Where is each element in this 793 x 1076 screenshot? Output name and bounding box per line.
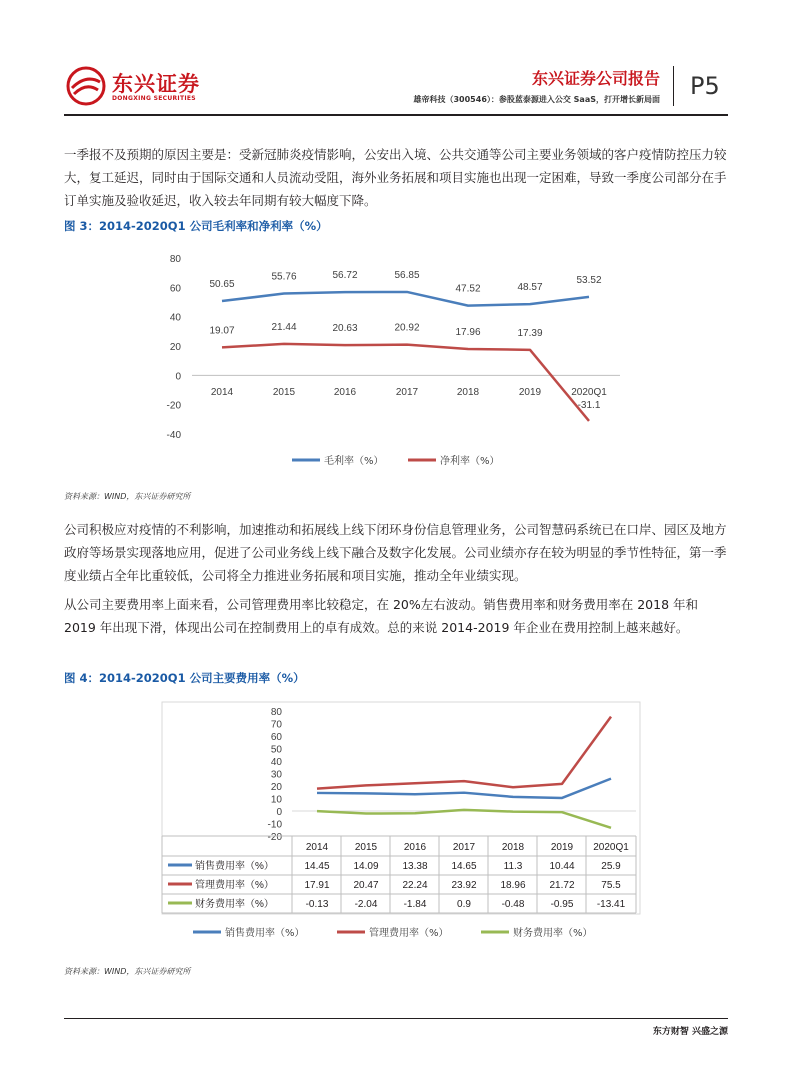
data-label: 19.07 xyxy=(209,325,235,337)
legend-label: 管理费用率（%） xyxy=(369,928,449,939)
table-cell: 14.65 xyxy=(451,861,477,872)
series-line xyxy=(317,810,611,828)
gross-margin-line xyxy=(222,292,589,306)
y-tick-label: 10 xyxy=(270,794,282,806)
net-margin-line xyxy=(222,344,589,421)
table-header-cell: 2020Q1 xyxy=(593,842,629,853)
data-label: 48.57 xyxy=(517,282,543,294)
table-cell: 75.5 xyxy=(601,880,621,891)
y-tick-label: 80 xyxy=(169,254,181,265)
table-cell: 25.9 xyxy=(601,861,621,872)
y-tick-label: 60 xyxy=(270,732,282,743)
table-header-cell: 2015 xyxy=(354,842,378,853)
y-tick-label: -40 xyxy=(166,430,181,441)
footer-rule xyxy=(64,1018,728,1019)
table-header-cell: 2018 xyxy=(501,842,525,853)
table-row-label: 财务费用率（%） xyxy=(195,899,274,910)
report-subtitle: 雄帝科技（300546）：参股蓝泰源进入公交 SaaS，打开增长新局面 xyxy=(413,95,660,104)
table-cell: 17.91 xyxy=(304,880,330,891)
x-tick-label: 2015 xyxy=(272,387,296,398)
legend-label: 销售费用率（%） xyxy=(225,928,305,939)
table-cell: 11.3 xyxy=(503,861,523,872)
x-tick-label: 2020Q1 xyxy=(571,387,607,398)
table-cell: -2.04 xyxy=(354,899,378,910)
table-cell: 18.96 xyxy=(500,880,526,891)
table-cell: 14.45 xyxy=(304,861,330,872)
table-header-cell: 2014 xyxy=(305,842,329,853)
data-label: 56.72 xyxy=(332,270,358,282)
y-tick-label: 80 xyxy=(270,707,282,718)
legend-label: 净利率（%） xyxy=(440,456,500,467)
data-label: -31.1 xyxy=(577,400,601,411)
data-label: 17.39 xyxy=(517,327,543,339)
series-line xyxy=(317,717,611,789)
x-tick-label: 2018 xyxy=(456,387,480,398)
y-tick-label: 40 xyxy=(169,312,181,324)
table-header-cell: 2017 xyxy=(452,842,476,853)
data-label: 56.85 xyxy=(394,269,420,281)
data-label: 20.63 xyxy=(332,323,358,335)
table-row-label: 管理费用率（%） xyxy=(195,880,274,891)
x-tick-label: 2017 xyxy=(395,387,419,398)
x-tick-label: 2019 xyxy=(518,387,542,398)
y-tick-label: 70 xyxy=(270,719,282,731)
y-tick-label: -20 xyxy=(267,832,282,843)
table-cell: 0.9 xyxy=(457,899,471,910)
x-tick-label: 2014 xyxy=(210,387,234,398)
logo-name-en: DONGXING SECURITIES xyxy=(112,95,196,102)
table-cell: 22.24 xyxy=(402,880,428,891)
table-cell: -13.41 xyxy=(596,899,626,910)
y-tick-label: -10 xyxy=(267,819,282,831)
footer-slogan: 东方财智 兴盛之源 xyxy=(652,1027,728,1037)
legend-label: 财务费用率（%） xyxy=(513,928,593,939)
table-cell: 14.09 xyxy=(353,861,379,872)
page-number: P5 xyxy=(690,72,720,100)
data-label: 21.44 xyxy=(271,321,297,333)
y-tick-label: 20 xyxy=(270,782,282,793)
y-tick-label: 50 xyxy=(270,744,282,756)
data-label: 47.52 xyxy=(455,283,481,295)
table-cell: -0.95 xyxy=(550,899,574,910)
y-tick-label: 30 xyxy=(270,769,282,781)
y-tick-label: 20 xyxy=(169,342,181,353)
margin-chart xyxy=(167,254,620,467)
logo-name-cn: 东兴证券 xyxy=(112,72,200,96)
table-row-label: 销售费用率（%） xyxy=(195,861,274,872)
data-label: 20.92 xyxy=(394,322,420,334)
report-title: 东兴证券公司报告 xyxy=(531,69,660,88)
data-label: 50.65 xyxy=(209,279,235,291)
y-tick-label: 40 xyxy=(270,757,282,768)
y-tick-label: 0 xyxy=(175,371,181,383)
table-cell: 21.72 xyxy=(549,880,575,891)
x-tick-label: 2016 xyxy=(333,387,357,398)
table-cell: 10.44 xyxy=(549,861,575,872)
y-tick-label: 0 xyxy=(276,807,282,818)
table-cell: 13.38 xyxy=(402,861,428,872)
table-cell: 23.92 xyxy=(451,880,477,891)
table-header-cell: 2019 xyxy=(550,842,574,853)
paragraph-q1-reason: 一季报不及预期的原因主要是：受新冠肺炎疫情影响，公安出入境、公共交通等公司主要业务领域的客户疫情防控压力较大，复工延迟，同时由于国际交通和人员流动受阻，海外业务拓展和项目实施也出现一定困难，导致一季度公司部分在手订单实施及验收延迟，收入较去年同期有较大幅度下降。 xyxy=(64,147,727,208)
table-cell: -0.13 xyxy=(305,899,329,910)
data-label: 17.96 xyxy=(455,326,481,338)
paragraph-expense-ratio: 从公司主要费用率上面来看，公司管理费用率比较稳定，在 20%左右波动。销售费用率和财务费用率在 2018 年和 2019 年出现下滑，体现出公司在控制费用上的卓有成效。总的来说 2014-2019 年企业在费用控制上越来越好。 xyxy=(64,597,699,635)
figure4-title: 图 4：2014-2020Q1 公司主要费用率（%） xyxy=(64,671,305,685)
table-header-cell: 2016 xyxy=(403,842,427,853)
figure3-source: 资料来源：WIND，东兴证券研究所 xyxy=(64,492,191,501)
paragraph-response: 公司积极应对疫情的不利影响，加速推动和拓展线上线下闭环身份信息管理业务，公司智慧码系统已在口岸、园区及地方政府等场景实现落地应用，促进了公司业务线上线下融合及数字化发展。公司业绩亦存在较为明显的季节性特征，第一季度业绩占全年比重较低，公司将全力推进业务拓展和项目实施，推动全年业绩实现。 xyxy=(64,522,727,583)
data-label: 53.52 xyxy=(576,274,602,286)
figure3-title: 图 3：2014-2020Q1 公司毛利率和净利率（%） xyxy=(64,219,328,233)
legend-label: 毛利率（%） xyxy=(324,456,384,467)
table-cell: -1.84 xyxy=(403,899,427,910)
figure4-source: 资料来源：WIND，东兴证券研究所 xyxy=(64,967,191,976)
data-label: 55.76 xyxy=(271,271,297,283)
expense-chart xyxy=(162,702,640,939)
y-tick-label: 60 xyxy=(169,283,181,295)
table-cell: 20.47 xyxy=(353,880,379,891)
y-tick-label: -20 xyxy=(166,400,181,412)
table-cell: -0.48 xyxy=(501,899,525,910)
